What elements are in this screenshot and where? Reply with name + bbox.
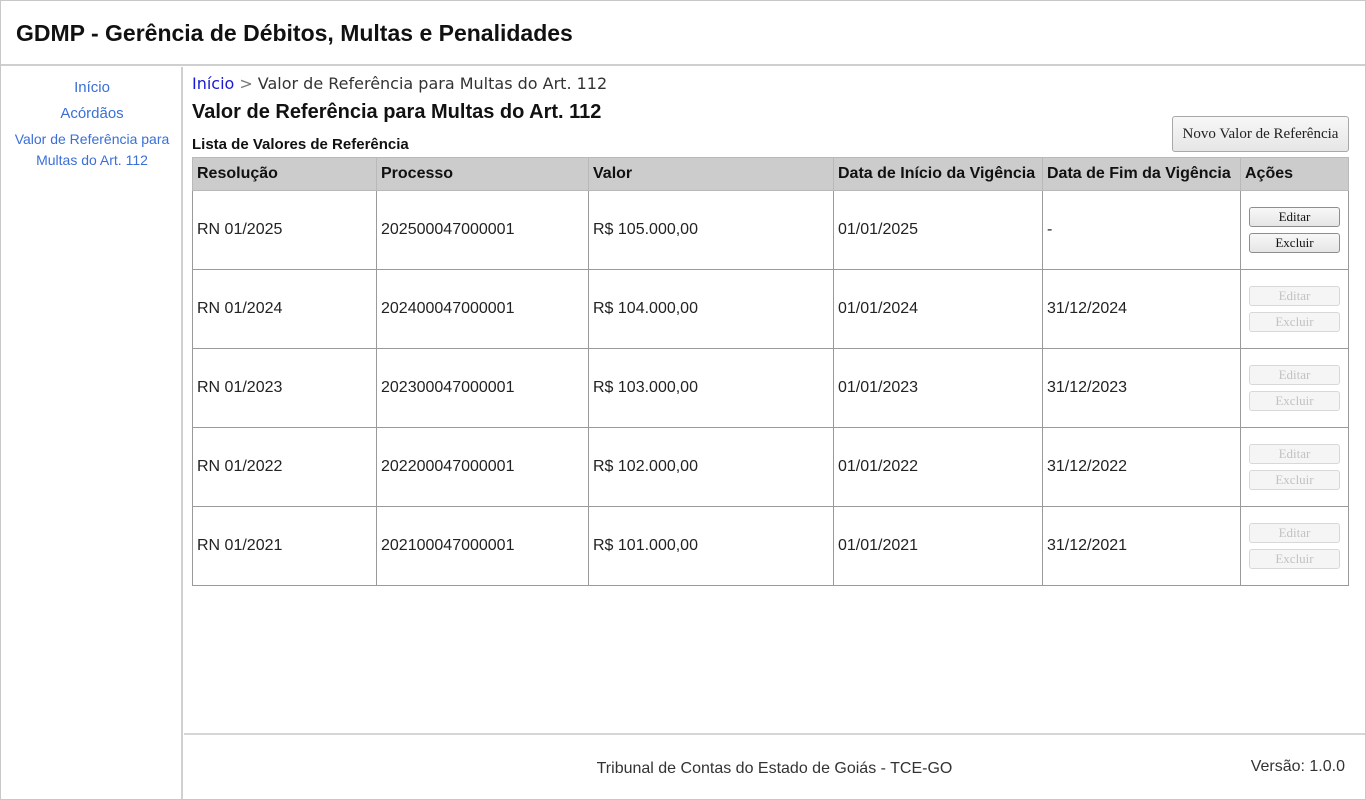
cell-processo: 202500047000001 bbox=[377, 191, 589, 270]
cell-resolucao: RN 01/2024 bbox=[193, 270, 377, 349]
breadcrumb-home-link[interactable]: Início bbox=[192, 74, 235, 93]
sidebar-item-acordaos[interactable]: Acórdãos bbox=[60, 105, 124, 122]
table-row bbox=[193, 507, 1349, 586]
table-row bbox=[193, 428, 1349, 507]
reference-values-table bbox=[192, 157, 1349, 586]
breadcrumb-current: Valor de Referência para Multas do Art. 112 bbox=[257, 74, 608, 93]
sidebar bbox=[1, 67, 183, 799]
page-title: Valor de Referência para Multas do Art. 112 bbox=[192, 101, 602, 123]
cell-resolucao: RN 01/2022 bbox=[193, 428, 377, 507]
app-header bbox=[1, 1, 1365, 66]
cell-inicio: 01/01/2024 bbox=[834, 270, 1043, 349]
edit-button[interactable]: Editar bbox=[1249, 207, 1340, 227]
footer-organization: Tribunal de Contas do Estado de Goiás - TCE-GO bbox=[596, 760, 953, 777]
sidebar-item-valor-referencia[interactable]: Valor de Referência para Multas do Art. 112 bbox=[14, 131, 170, 168]
cell-processo: 202300047000001 bbox=[377, 349, 589, 428]
footer bbox=[184, 733, 1365, 799]
cell-processo: 202400047000001 bbox=[377, 270, 589, 349]
sidebar-item-inicio[interactable]: Início bbox=[74, 79, 110, 96]
cell-actions bbox=[1241, 349, 1349, 428]
column-header-data-inicio: Data de Início da Vigência bbox=[834, 158, 1043, 191]
table-row bbox=[193, 270, 1349, 349]
delete-button: Excluir bbox=[1249, 312, 1340, 332]
column-header-processo: Processo bbox=[377, 158, 589, 191]
cell-valor: R$ 101.000,00 bbox=[589, 507, 834, 586]
cell-processo: 202200047000001 bbox=[377, 428, 589, 507]
cell-resolucao: RN 01/2025 bbox=[193, 191, 377, 270]
breadcrumb bbox=[192, 74, 607, 93]
cell-actions bbox=[1241, 270, 1349, 349]
table-row bbox=[193, 191, 1349, 270]
cell-valor: R$ 102.000,00 bbox=[589, 428, 834, 507]
edit-button: Editar bbox=[1249, 286, 1340, 306]
cell-fim: 31/12/2023 bbox=[1043, 349, 1241, 428]
cell-valor: R$ 105.000,00 bbox=[589, 191, 834, 270]
delete-button: Excluir bbox=[1249, 470, 1340, 490]
edit-button: Editar bbox=[1249, 444, 1340, 464]
cell-actions bbox=[1241, 428, 1349, 507]
column-header-acoes: Ações bbox=[1241, 158, 1349, 191]
cell-inicio: 01/01/2021 bbox=[834, 507, 1043, 586]
column-header-data-fim: Data de Fim da Vigência bbox=[1043, 158, 1241, 191]
cell-processo: 202100047000001 bbox=[377, 507, 589, 586]
cell-fim: - bbox=[1043, 191, 1241, 270]
footer-version: Versão: 1.0.0 bbox=[1250, 758, 1345, 775]
delete-button: Excluir bbox=[1249, 549, 1340, 569]
app-title: GDMP - Gerência de Débitos, Multas e Penalidades bbox=[16, 20, 573, 46]
cell-actions bbox=[1241, 507, 1349, 586]
breadcrumb-separator: > bbox=[239, 74, 253, 93]
table-header-row bbox=[193, 158, 1349, 191]
delete-button[interactable]: Excluir bbox=[1249, 233, 1340, 253]
cell-fim: 31/12/2022 bbox=[1043, 428, 1241, 507]
new-reference-value-button[interactable]: Novo Valor de Referência bbox=[1172, 116, 1349, 152]
cell-valor: R$ 104.000,00 bbox=[589, 270, 834, 349]
column-header-valor: Valor bbox=[589, 158, 834, 191]
cell-actions bbox=[1241, 191, 1349, 270]
cell-fim: 31/12/2024 bbox=[1043, 270, 1241, 349]
table-row bbox=[193, 349, 1349, 428]
cell-inicio: 01/01/2023 bbox=[834, 349, 1043, 428]
delete-button: Excluir bbox=[1249, 391, 1340, 411]
column-header-resolucao: Resolução bbox=[193, 158, 377, 191]
edit-button: Editar bbox=[1249, 365, 1340, 385]
cell-valor: R$ 103.000,00 bbox=[589, 349, 834, 428]
cell-inicio: 01/01/2025 bbox=[834, 191, 1043, 270]
cell-resolucao: RN 01/2021 bbox=[193, 507, 377, 586]
cell-inicio: 01/01/2022 bbox=[834, 428, 1043, 507]
cell-resolucao: RN 01/2023 bbox=[193, 349, 377, 428]
edit-button: Editar bbox=[1249, 523, 1340, 543]
cell-fim: 31/12/2021 bbox=[1043, 507, 1241, 586]
list-title: Lista de Valores de Referência bbox=[192, 136, 409, 153]
